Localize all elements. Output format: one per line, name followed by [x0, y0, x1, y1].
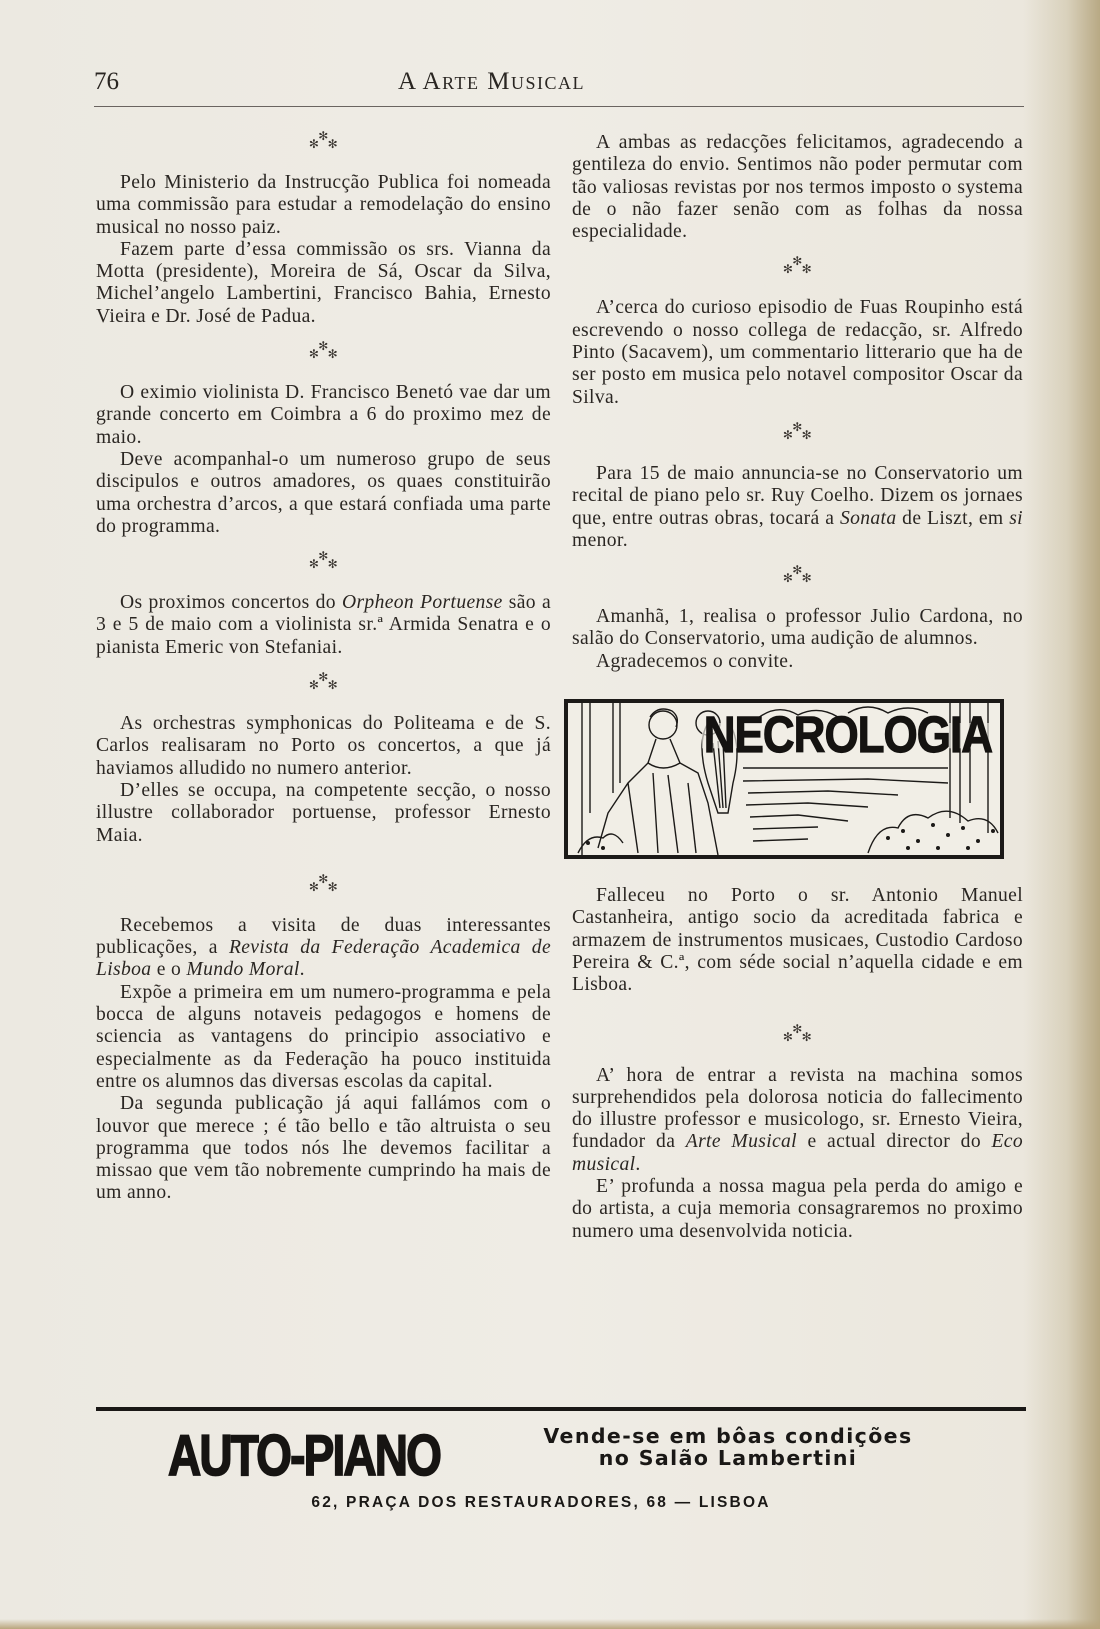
paragraph: Amanhã, 1, realisa o professor Julio Cardona, no salão do Conservatorio, uma audição de alumnos. [572, 606, 1023, 650]
italic-title: Mundo Moral [186, 959, 300, 981]
text-run: e o [151, 959, 187, 981]
asterisk-icon: ✻ [782, 427, 794, 442]
left-column [96, 118, 551, 1205]
necrologia-banner-illustration [564, 699, 1004, 859]
paragraph: A ambas as redacções felicitamos, agradecendo a gentileza do envio. Sentimos não poder permutar com tão valiosas revistas por nos termos imposto o systema de o não fazer senão com as folhas da nossa especialidade. [572, 132, 1023, 243]
asterisk-icon: ✻ [801, 262, 813, 277]
head [649, 711, 677, 739]
text-run: . [299, 959, 305, 981]
asterisk-icon: ✻ [318, 129, 329, 143]
right-column [572, 118, 1023, 1243]
asterism-divider [96, 330, 551, 374]
news-item-commission [96, 172, 551, 328]
page-number: 76 [94, 68, 119, 95]
asterism-divider [96, 120, 551, 164]
ad-tagline [498, 1425, 958, 1469]
asterisk-icon: ✻ [308, 879, 320, 894]
paragraph: D’elles se occupa, na competente secção, o nosso illustre collaborador portuense, professor Ernesto Maia. [96, 779, 551, 846]
asterisk-icon: ✻ [327, 557, 339, 572]
italic-text: si [1009, 507, 1023, 529]
asterisk-icon: ✻ [327, 678, 339, 693]
text-run: A’ hora de entrar a revista na machina somos surprehendidos pela dolorosa noticia do fallecimento do illustre professor e musicologo, sr. Ernesto Vieira, fundador da [572, 1064, 1023, 1153]
asterism-divider [96, 540, 551, 584]
running-head [94, 64, 1024, 104]
paragraph: Pelo Ministerio da Instrucção Publica foi nomeada uma commissão para estudar a remodelação do ensino musical no nosso paiz. [96, 172, 551, 238]
asterism-divider [96, 661, 551, 705]
paragraph: Da segunda publicação já aqui fallámos com o louvor que merece ; é tão bello e tão altruista o seu programma que todos nós lhe devemos facilitar a missao que vem tão nobremente cumprindo ha mais de um anno. [96, 1093, 551, 1204]
news-item-orchestras [96, 713, 551, 847]
news-item-thanks [572, 132, 1023, 243]
asterisk-icon: ✻ [782, 1029, 794, 1044]
text-run: Os proximos concertos do [120, 592, 342, 614]
asterisk-icon: ✻ [782, 262, 794, 277]
asterisk-icon: ✻ [318, 339, 329, 354]
spacer [572, 118, 1023, 132]
asterisk-icon: ✻ [318, 549, 329, 564]
paragraph: Deve acompanhal-o um numeroso grupo de seus discipulos e outros amadores, os quaes constituirão uma orchestra d’arcos, a que estará confiada uma parte do programma. [96, 448, 551, 537]
text-run: e actual director do [796, 1131, 992, 1153]
paragraph: A’cerca do curioso episodio de Fuas Roupinho está escrevendo o nosso collega de redacção, sr. Alfredo Pinto (Sacavem), um commentario litterario que ha de ser posto em musica pelo notavel compositor Oscar da Silva. [572, 297, 1023, 408]
ad-brand: AUTO-PIANO [168, 1423, 441, 1488]
italic-title: Revista da Federação Academica de Lisboa [96, 937, 551, 981]
news-item-publications [96, 915, 551, 1205]
text-run: de Liszt, em [896, 507, 1010, 529]
asterisk-icon: ✻ [308, 137, 320, 151]
paragraph [572, 1065, 1023, 1176]
asterisk-icon: ✻ [801, 1029, 813, 1044]
asterism-divider [572, 411, 1023, 455]
asterisk-icon: ✻ [318, 670, 329, 685]
asterisk-icon: ✻ [308, 678, 320, 693]
ad-tagline-line: Vende-se em bôas condições [543, 1424, 913, 1448]
italic-title: Orpheon Portuense [341, 592, 503, 614]
news-item-cardona-audition [572, 606, 1023, 673]
asterism-divider [572, 554, 1023, 598]
text-run: Recebemos a visita de duas interessantes publicações, a [96, 914, 551, 959]
italic-title: Sonata [839, 507, 897, 529]
asterism-divider [572, 245, 1023, 289]
text-run: . [635, 1153, 641, 1175]
paragraph: As orchestras symphonicas do Politeama e de S. Carlos realisaram no Porto os concertos, a que já haviamos alludido no numero anterior. [96, 713, 551, 779]
necrologia-title: NECROLOGIA [703, 706, 992, 764]
text-run: são a 3 e 5 de maio com a violinista sr.ª Armida Senatra e o pianista Emeric von Stefaniai. [96, 592, 551, 658]
paragraph: O eximio violinista D. Francisco Benetó vae dar um grande concerto em Coimbra a 6 do proximo mez de maio. [96, 382, 551, 448]
asterism-divider [572, 1013, 1023, 1057]
bushes [868, 811, 998, 853]
text-run: menor. [572, 529, 628, 551]
paragraph: Falleceu no Porto o sr. Antonio Manuel Castanheira, antigo socio da acreditada fabrica e armazem de instrumentos musicaes, Custodio Cardoso Pereira & C.ª, com séde social n’aquella cidade e em Lisboa. [572, 885, 1023, 996]
paragraph [96, 592, 551, 659]
paragraph [572, 463, 1023, 552]
text-run: Para 15 de maio annuncia-se no Conservatorio um recital de piano pelo sr. Ruy Coelho. Dizem os jornaes que, entre outras obras, tocará a [572, 462, 1023, 529]
news-item-ruy-coelho-recital [572, 463, 1023, 552]
asterisk-icon: ✻ [801, 571, 813, 586]
asterisk-icon: ✻ [327, 347, 339, 362]
asterism-divider [96, 863, 551, 907]
asterisk-icon: ✻ [308, 557, 320, 572]
italic-title: Eco musical [572, 1131, 1023, 1175]
asterisk-icon: ✻ [792, 254, 803, 269]
paragraph: Agradecemos o convite. [596, 650, 794, 672]
advertisement-rule [96, 1407, 1026, 1411]
ad-address: 62, PRAÇA DOS RESTAURADORES, 68 — LISBOA [311, 1494, 771, 1511]
asterisk-icon: ✻ [327, 137, 339, 151]
asterisk-icon: ✻ [792, 563, 803, 578]
asterisk-icon: ✻ [801, 427, 813, 442]
robe-outline [598, 739, 656, 848]
paragraph: Fazem parte d’essa commissão os srs. Vianna da Motta (presidente), Moreira de Sá, Oscar da Silva, Michel’angelo Lambertini, Francisco Bahia, Ernesto Vieira e Dr. José de Padua. [96, 238, 551, 327]
advertisement [96, 1414, 1026, 1534]
obituary-castanheira [572, 885, 1023, 996]
asterisk-icon: ✻ [782, 571, 794, 586]
news-item-orpheon [96, 592, 551, 659]
asterisk-icon: ✻ [327, 879, 339, 894]
paragraph: Expõe a primeira em um numero-programma e pela bocca de alguns notaveis pedagogos e homens de sciencia as vantagens do principio associativo e especialmente as da Federação ha pouco instituida entre os alumnos das diversas escolas da capital. [96, 981, 551, 1092]
ad-tagline-line: no Salão Lambertini [598, 1446, 858, 1470]
header-rule [94, 106, 1024, 107]
journal-title: A Arte Musical [398, 68, 585, 95]
obituary-ernesto-vieira [572, 1065, 1023, 1243]
paragraph: E’ profunda a nossa magua pela perda do amigo e do artista, a cuja memoria consagraremos no proximo numero uma desenvolvida noticia. [572, 1176, 1023, 1242]
paragraph [96, 915, 551, 982]
asterisk-icon: ✻ [792, 419, 803, 434]
news-item-fuas-roupinho [572, 297, 1023, 408]
italic-title: Arte Musical [685, 1131, 797, 1153]
asterisk-icon: ✻ [318, 871, 329, 886]
asterisk-icon: ✻ [308, 347, 320, 362]
news-item-benetó-concert [96, 382, 551, 538]
asterisk-icon: ✻ [792, 1021, 803, 1036]
